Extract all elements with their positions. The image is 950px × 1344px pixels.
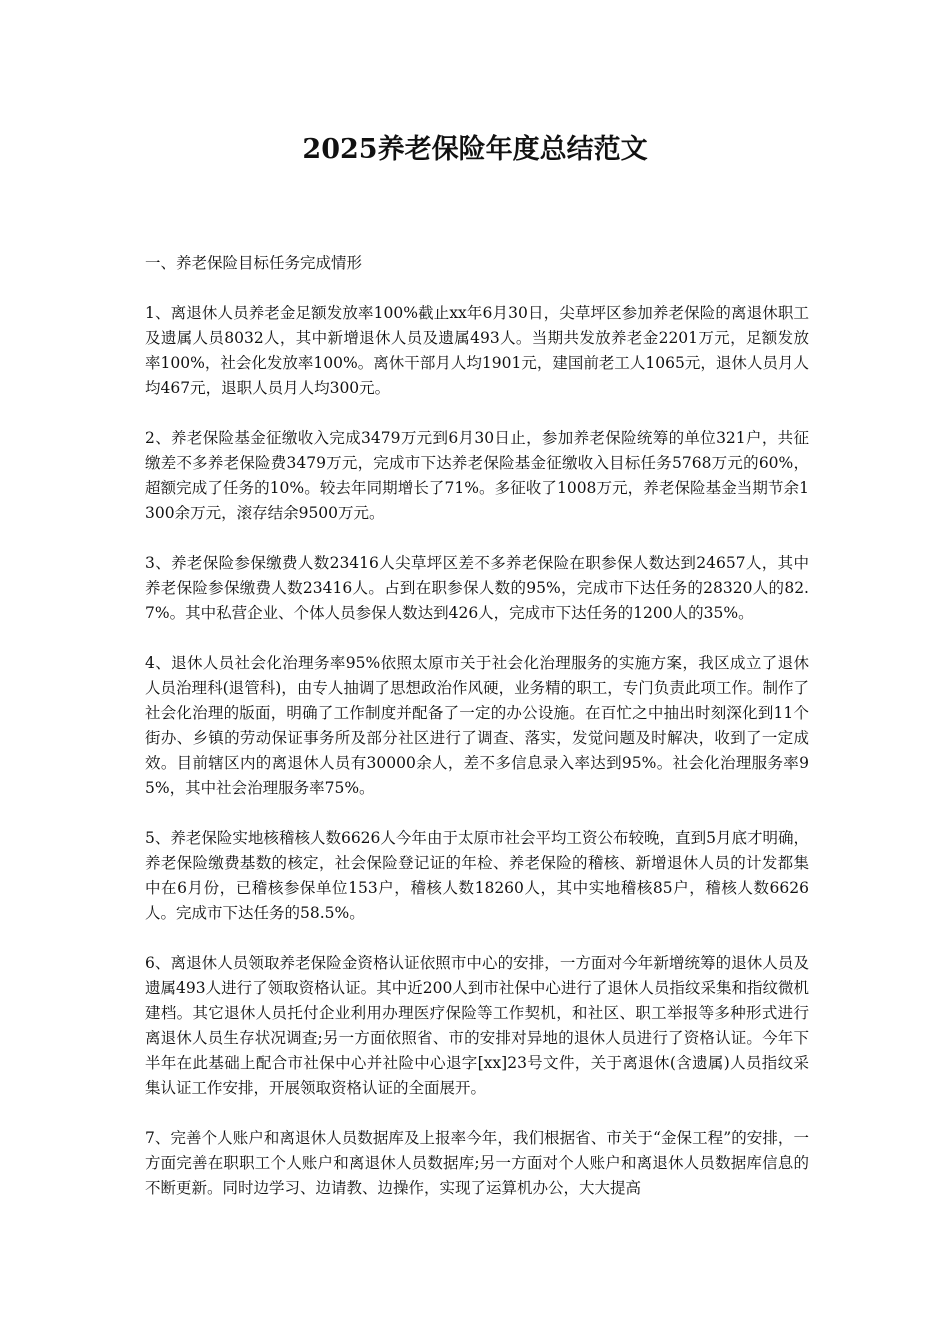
- paragraph-6: 6、离退休人员领取养老保险金资格认证依照市中心的安排，一方面对今年新增统筹的退休人员及遗属493人进行了领取资格认证。其中近200人到市社保中心进行了退休人员指纹采集和指纹微机建档。其它退休人员托付企业利用办理医疗保险等工作契机，和社区、职工举报等多种形式进行离退休人员生存状况调查;另一方面依照省、市的安排对异地的退休人员进行了资格认证。今年下半年在此基础上配合市社保中心并社险中心退字[xx]23号文件，关于离退休(含遗属)人员指纹采集认证工作安排，开展领取资格认证的全面展开。: [145, 954, 809, 1097]
- paragraph-2: 2、养老保险基金征缴收入完成3479万元到6月30日止，参加养老保险统筹的单位321户，共征缴差不多养老保险费3479万元，完成市下达养老保险基金征缴收入目标任务5768万元的60%，超额完成了任务的10%。较去年同期增长了71%。多征收了1008万元，养老保险基金当期节余1300余万元，滚存结余9500万元。: [145, 429, 809, 522]
- paragraph-4: 4、退休人员社会化治理务率95%依照太原市关于社会化治理服务的实施方案，我区成立了退休人员治理科(退管科)，由专人抽调了思想政治作风硬，业务精的职工，专门负责此项工作。制作了社会化治理的版面，明确了工作制度并配备了一定的办公设施。在百忙之中抽出时刻深化到11个街办、乡镇的劳动保证事务所及部分社区进行了调查、落实，发觉问题及时解决，收到了一定成效。目前辖区内的离退休人员有30000余人，差不多信息录入率达到95%。社会化治理服务率95%，其中社会治理服务率75%。: [145, 654, 809, 797]
- paragraph-1: 1、离退休人员养老金足额发放率100%截止xx年6月30日，尖草坪区参加养老保险的离退休职工及遗属人员8032人，其中新增退休人员及遗属493人。当期共发放养老金2201万元，足额发放率100%，社会化发放率100%。离休干部月人均1901元，建国前老工人1065元，退休人员月人均467元，退职人员月人均300元。: [145, 304, 809, 397]
- document-body: [145, 251, 809, 1226]
- paragraph-5: 5、养老保险实地核稽核人数6626人今年由于太原市社会平均工资公布较晚，直到5月底才明确，养老保险缴费基数的核定，社会保险登记证的年检、养老保险的稽核、新增退休人员的计发都集中在6月份，已稽核参保单位153户，稽核人数18260人，其中实地稽核85户，稽核人数6626人。完成市下达任务的58.5%。: [145, 829, 809, 922]
- paragraph-3: 3、养老保险参保缴费人数23416人尖草坪区差不多养老保险在职参保人数达到24657人，其中养老保险参保缴费人数23416人。占到在职参保人数的95%，完成市下达任务的28320人的82.7%。其中私营企业、个体人员参保人数达到426人，完成市下达任务的1200人的35%。: [145, 554, 809, 622]
- section-heading: 一、养老保险目标任务完成情形: [145, 254, 363, 272]
- document-title: 2025养老保险年度总结范文: [302, 134, 648, 165]
- paragraph-7: 7、完善个人账户和离退休人员数据库及上报率今年，我们根据省、市关于“金保工程”的安排，一方面完善在职职工个人账户和离退休人员数据库;另一方面对个人账户和离退休人员数据库信息的不断更新。同时边学习、边请教、边操作，实现了运算机办公，大大提高: [145, 1129, 809, 1197]
